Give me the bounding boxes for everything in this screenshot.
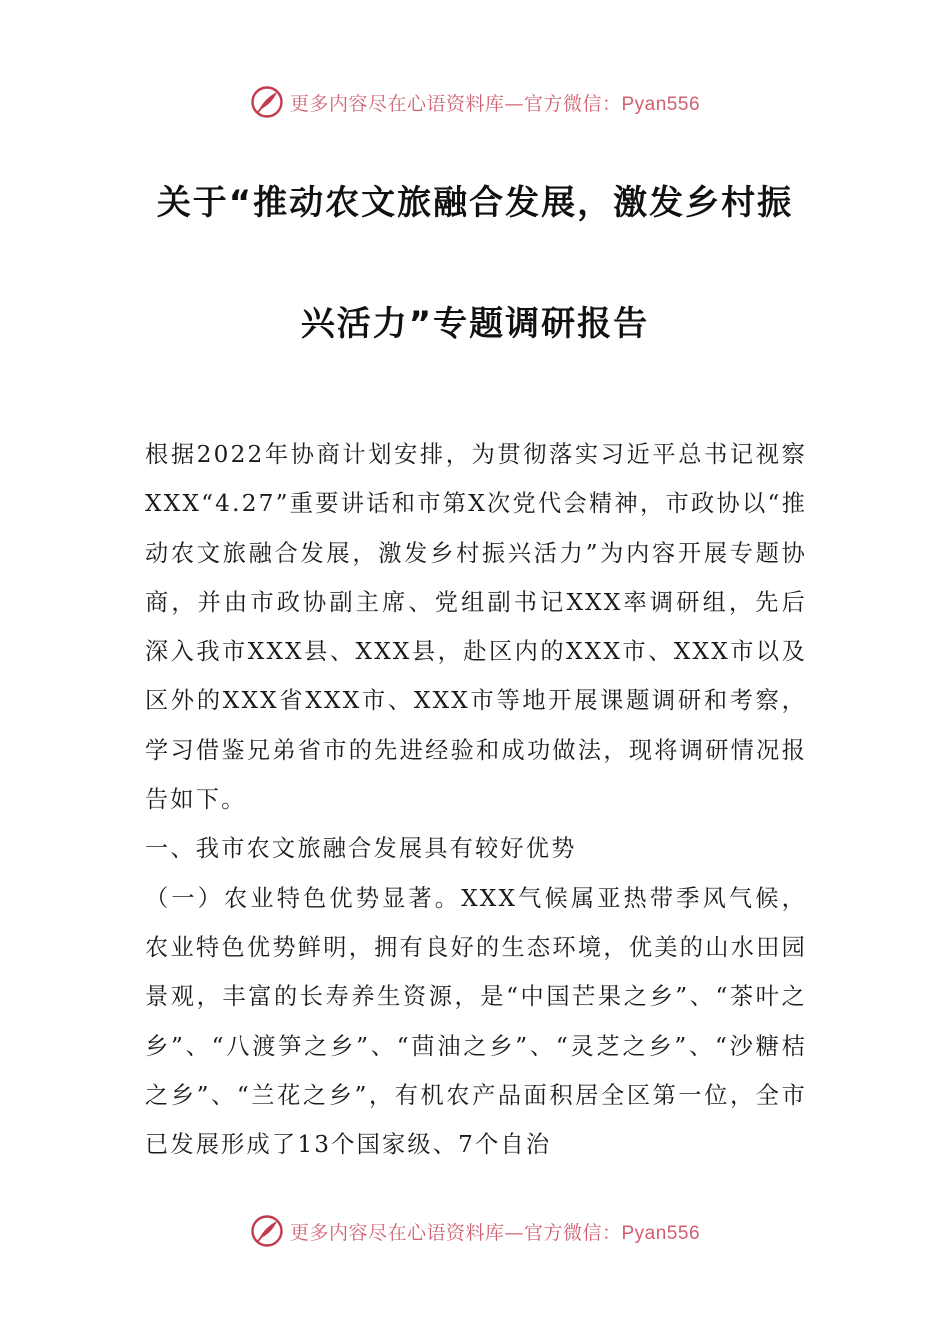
doc-body — [145, 430, 807, 1169]
section-1-paragraph-1: （一）农业特色优势显著。XXX气候属亚热带季风气候，农业特色优势鲜明，拥有良好的生态环境，优美的山水田园景观，丰富的长寿养生资源，是“中国芒果之乡”、“茶叶之乡”、“八渡笋之乡”、“茴油之乡”、“灵芝之乡”、“沙糖桔之乡”、“兰花之乡”，有机农产品面积居全区第一位，全市已发展形成了13个国家级、7个自治 — [145, 884, 807, 1159]
doc-title-line-2: 兴活力”专题调研报告 — [300, 304, 650, 344]
watermark-footer — [0, 1209, 950, 1253]
watermark-text: 更多内容尽在心语资料库—官方微信：Pyan556 — [289, 92, 701, 115]
watermark-header — [0, 80, 950, 124]
watermark-text: 更多内容尽在心语资料库—官方微信：Pyan556 — [289, 1221, 701, 1244]
intro-paragraph: 根据2022年协商计划安排，为贯彻落实习近平总书记视察XXX“4.27”重要讲话和市第X次党代会精神，市政协以“推动农文旅融合发展，激发乡村振兴活力”为内容开展专题协商，并由市政协副主席、党组副书记XXX率调研组，先后深入我市XXX县、XXX县，赴区内的XXX市、XXX市以及区外的XXX省XXX市、XXX市等地开展课题调研和考察，学习借鉴兄弟省市的先进经验和成功做法，现将调研情况报告如下。 — [145, 441, 807, 814]
doc-title-line-1: 关于“推动农文旅融合发展，激发乡村振 — [156, 183, 794, 223]
quill-logo-icon — [250, 1214, 284, 1248]
quill-logo-icon — [250, 85, 284, 119]
section-heading-1: 一、我市农文旅融合发展具有较好优势 — [145, 835, 577, 863]
